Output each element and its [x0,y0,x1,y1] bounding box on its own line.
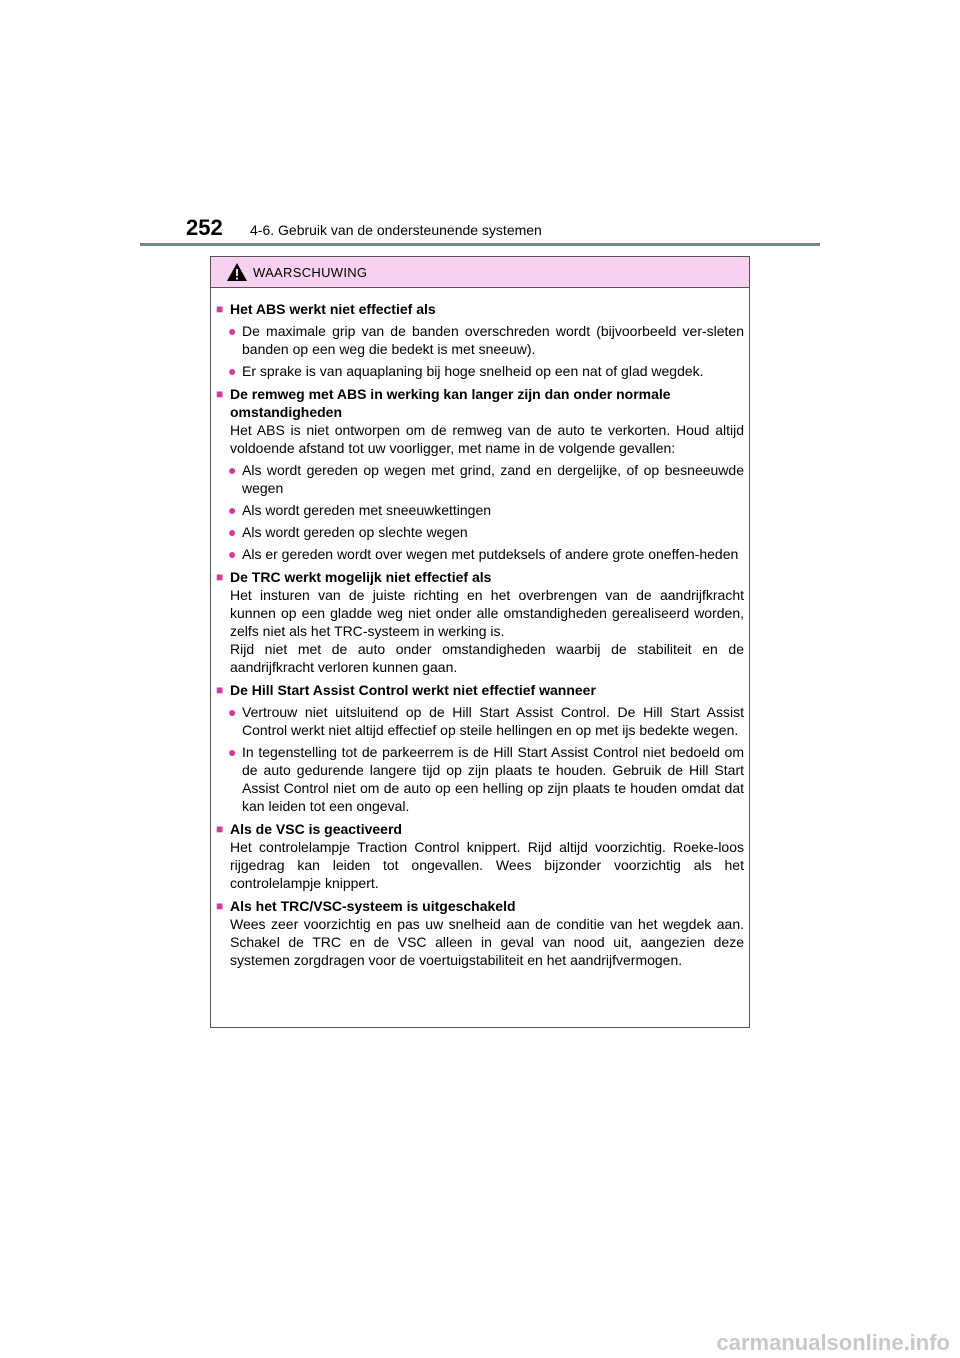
warning-title: WAARSCHUWING [253,265,368,280]
section-heading [216,385,744,421]
circle-bullet-icon: ● [228,546,237,562]
circle-bullet-icon: ● [228,363,237,379]
circle-bullet-icon: ● [228,323,237,339]
warning-section [216,897,744,969]
square-bullet-icon: ■ [216,822,224,836]
bullet-item [216,703,744,739]
section-heading [216,300,744,318]
page-number: 252 [186,215,223,240]
circle-bullet-icon: ● [228,704,237,720]
circle-bullet-icon: ● [228,524,237,540]
bullet-text: Er sprake is van aquaplaning bij hoge snelheid op een nat of glad wegdek. [242,363,704,379]
warning-section [216,568,744,676]
circle-bullet-icon: ● [228,744,237,760]
square-bullet-icon: ■ [216,570,224,584]
square-bullet-icon: ■ [216,387,224,401]
bullet-text: Als wordt gereden op slechte wegen [242,524,468,540]
section-title: 4-6. Gebruik van de ondersteunende systemen [250,222,542,238]
section-heading-text: Als de VSC is geactiveerd [230,821,402,837]
watermark: carmanualsonline.info [716,1330,950,1355]
bullet-text: Vertrouw niet uitsluitend op de Hill Start Assist Control. De Hill Start Assist Control werkt niet altijd effectief op steile hellingen en op met ijs bedekte wegen. [242,704,744,738]
bullet-item [216,461,744,497]
bullet-item [216,743,744,815]
circle-bullet-icon: ● [228,462,237,478]
section-heading-text: De remweg met ABS in werking kan langer zijn dan onder normale omstandigheden [230,386,671,420]
bullet-item [216,501,744,519]
section-heading [216,681,744,699]
warning-content [216,300,744,974]
section-heading-text: Als het TRC/VSC-systeem is uitgeschakeld [230,898,516,914]
section-heading-text: De Hill Start Assist Control werkt niet effectief wanneer [230,682,596,698]
bullet-text: De maximale grip van de banden overschreden wordt (bijvoorbeeld ver-sleten banden op een weg die bedekt is met sneeuw). [242,323,744,357]
section-heading [216,820,744,838]
bullet-text: Als wordt gereden op wegen met grind, zand en dergelijke, of op besneeuwde wegen [242,462,744,496]
bullet-item [216,545,744,563]
circle-bullet-icon: ● [228,502,237,518]
section-heading-text: De TRC werkt mogelijk niet effectief als [230,569,492,585]
warning-section [216,300,744,380]
warning-section [216,681,744,815]
square-bullet-icon: ■ [216,899,224,913]
square-bullet-icon: ■ [216,302,224,316]
section-heading [216,568,744,586]
bullet-item [216,362,744,380]
header-divider [140,243,820,246]
warning-section [216,385,744,563]
bullet-text: Als wordt gereden met sneeuwkettingen [242,502,492,518]
bullet-item [216,322,744,358]
bullet-text: In tegenstelling tot de parkeerrem is de Hill Start Assist Control niet bedoeld om de auto gedurende langere tijd op zijn plaats te houden. Gebruik de Hill Start Assist Control niet om de auto op een helling op zijn plaats te houden omdat dat kan leiden tot een ongeval. [242,744,744,814]
section-paragraph: Het insturen van de juiste richting en het overbrengen van de aandrijfkracht kunnen op een gladde weg niet onder alle omstandigheden gerealiseerd worden, zelfs niet als het TRC-systeem in werking is. [230,587,744,639]
bullet-item [216,523,744,541]
section-heading [216,897,744,915]
bullet-text: Als er gereden wordt over wegen met putdeksels of andere grote oneffen-heden [242,546,739,562]
warning-section [216,820,744,892]
section-paragraph: Rijd niet met de auto onder omstandigheden waarbij de stabiliteit en de aandrijfkracht verloren kunnen gaan. [230,641,744,675]
section-paragraph: Het ABS is niet ontworpen om de remweg van de auto te verkorten. Houd altijd voldoende afstand tot uw voorligger, met name in de volgende gevallen: [230,422,744,456]
warning-triangle-icon [226,262,248,282]
section-paragraph: Wees zeer voorzichtig en pas uw snelheid aan de conditie van het wegdek aan. Schakel de TRC en de VSC alleen in geval van nood uit, aangezien deze systemen zorgdragen voor de voertuigstabiliteit en het aandrijfvermogen. [230,916,744,968]
section-paragraph: Het controlelampje Traction Control knippert. Rijd altijd voorzichtig. Roeke-loos rijgedrag kan leiden tot ongevallen. Wees bijzonder voorzichtig als het controlelampje knippert. [230,839,744,891]
square-bullet-icon: ■ [216,683,224,697]
section-heading-text: Het ABS werkt niet effectief als [230,301,436,317]
